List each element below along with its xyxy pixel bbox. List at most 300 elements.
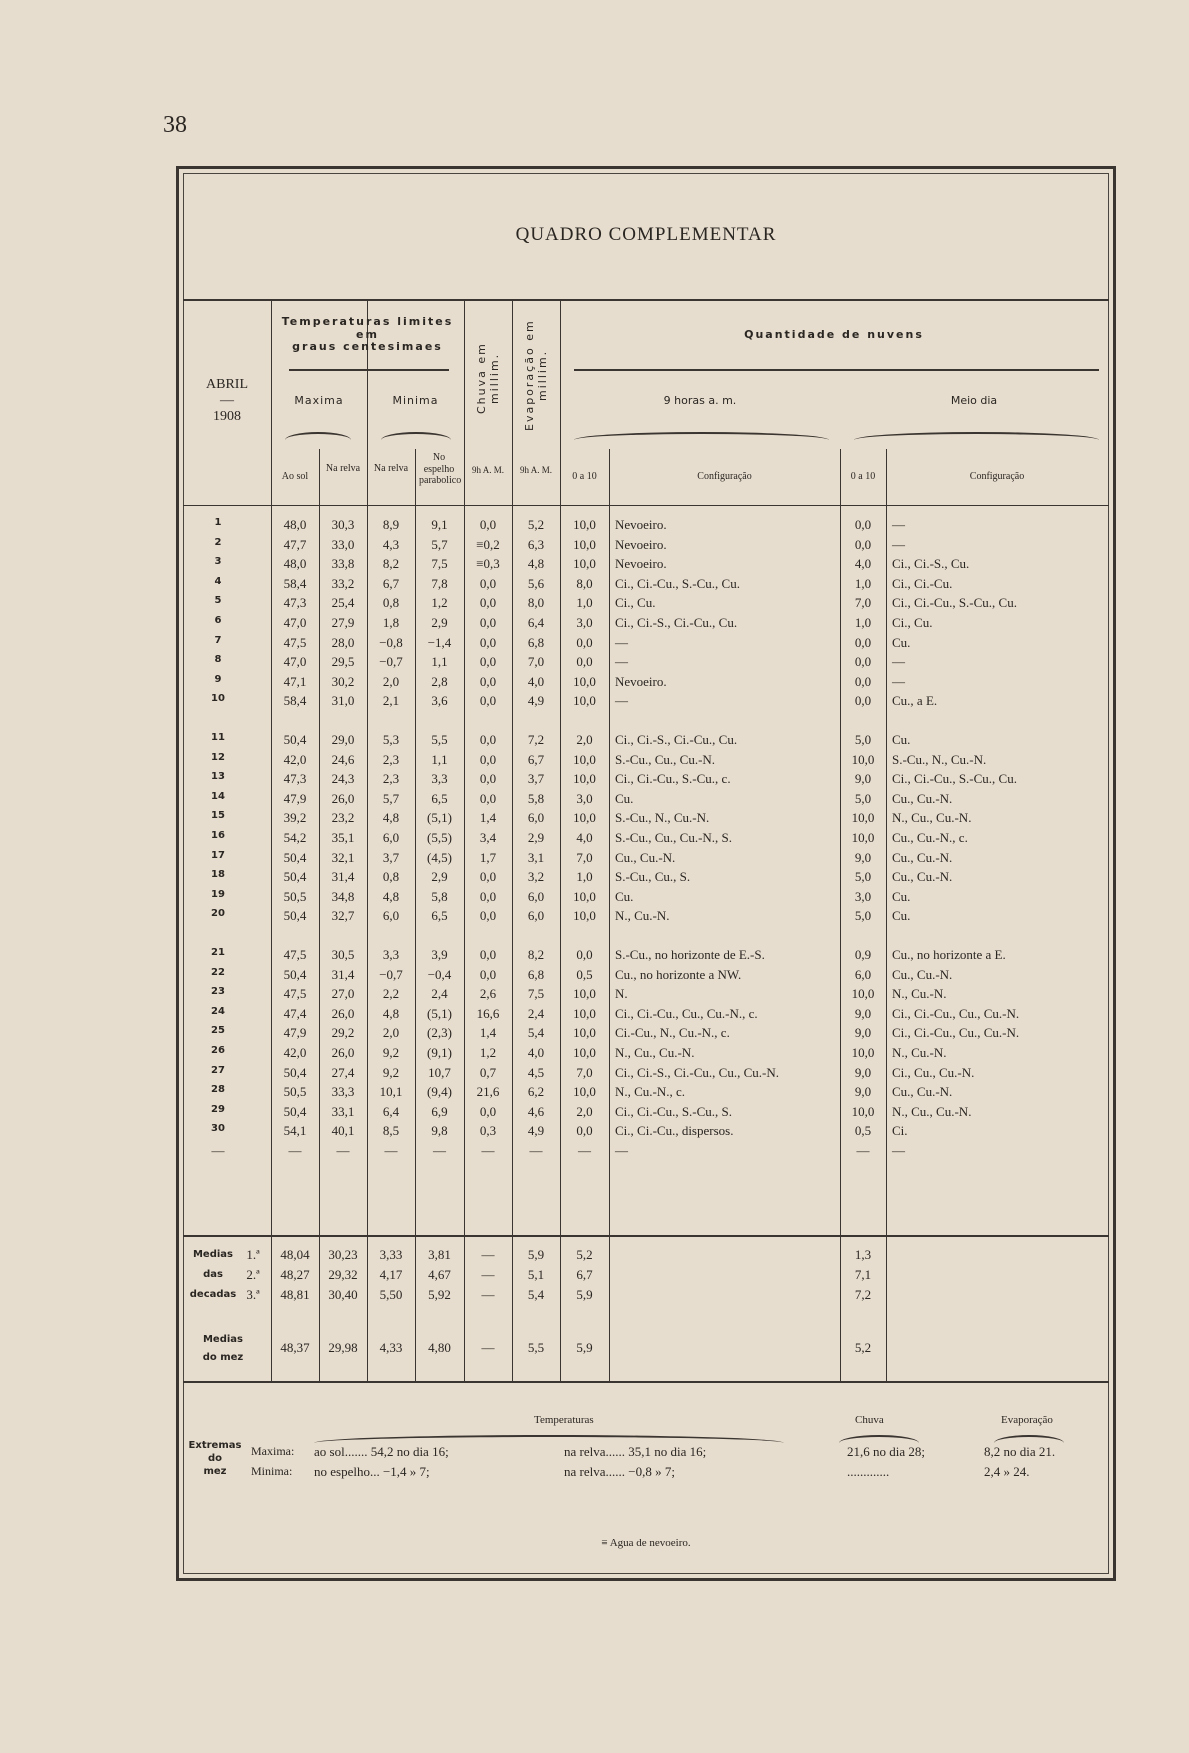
cell-na-relva-max: 24,6	[331, 751, 355, 767]
cell-day: 19	[211, 888, 225, 900]
cell-na-relva-min: 5,3	[382, 732, 400, 747]
cell-na-relva-min: −0,7	[379, 966, 403, 982]
cell-chuva: —	[481, 1267, 495, 1282]
medias-decadas-label	[183, 1245, 243, 1305]
cell-na-relva-max: 27,4	[331, 1064, 355, 1080]
cell-nuvens-meio-dia: 9,0	[854, 849, 872, 865]
cell-nuvens-meio-dia: 5,0	[854, 908, 872, 924]
cell-nuvens-9h: 10,0	[573, 556, 596, 572]
maxima-header: Maxima	[294, 394, 344, 407]
extremas-temperaturas-header: Temperaturas	[534, 1414, 594, 1426]
cell-nuvens-9h: 5,2	[576, 1247, 593, 1262]
cell-ao-sol: 47,0	[283, 615, 307, 630]
cell-chuva: 0,0	[479, 966, 497, 982]
cell-config-meio-dia: —	[892, 654, 905, 670]
cell-ao-sol: 47,0	[283, 654, 307, 670]
cell-nuvens-9h: 4,0	[576, 830, 593, 845]
cell-config-meio-dia: N., Cu., Cu.-N.	[892, 1103, 972, 1119]
dash-cell: —	[384, 1143, 398, 1158]
cell-ao-sol: 47,4	[283, 1005, 307, 1021]
evaporacao-header: Evaporação em millim.	[523, 319, 549, 431]
cell-na-relva-max: 27,0	[331, 986, 355, 1002]
cell-evaporacao: 8,0	[527, 595, 545, 611]
cell-config-meio-dia: —	[892, 673, 905, 689]
cell-nuvens-meio-dia: 10,0	[851, 830, 875, 845]
cell-nuvens-meio-dia: 9,0	[854, 1005, 872, 1021]
cell-na-relva-max: 34,8	[331, 888, 355, 904]
cell-config-meio-dia: Cu.	[892, 888, 911, 904]
cell-ao-sol: 47,5	[283, 947, 307, 962]
dash-cell: —	[211, 1143, 225, 1158]
cell-chuva: —	[481, 1287, 495, 1302]
cell-nuvens-9h: 2,0	[576, 732, 593, 747]
month-label: ABRIL	[206, 377, 248, 392]
cell-config-9h: Nevoeiro.	[615, 556, 667, 572]
cell-evaporacao: 4,8	[527, 556, 545, 572]
cell-evaporacao: 6,3	[527, 536, 545, 552]
cell-evaporacao: 3,2	[527, 869, 545, 885]
extremas-min-chuva: .............	[847, 1464, 890, 1479]
cell-config-9h: N., Cu.-N.	[615, 908, 670, 924]
cell-chuva: 2,6	[479, 986, 497, 1002]
cell-day: 27	[211, 1064, 225, 1076]
cell-nuvens-9h: 10,0	[573, 751, 596, 767]
medias-mez-label-1: Medias	[202, 1334, 244, 1345]
cell-evaporacao: 4,0	[527, 1045, 545, 1060]
cell-na-relva-max: 31,4	[331, 966, 355, 982]
cell-evaporacao: 6,0	[527, 810, 545, 826]
cell-nuvens-meio-dia: 10,0	[851, 1045, 875, 1060]
cell-config-9h: Ci., Ci.-Cu., S.-Cu., Cu.	[615, 575, 740, 591]
cell-evaporacao: 6,8	[527, 966, 545, 982]
cell-day: 8	[214, 654, 222, 666]
cell-no-espelho: 5,7	[431, 536, 448, 552]
cell-day: 14	[211, 790, 225, 802]
extremas-max-evap: 8,2 no dia 21.	[984, 1444, 1056, 1459]
cell-config-9h: Ci., Ci.-S., Ci.-Cu., Cu.	[615, 615, 738, 630]
cell-na-relva-min: 2,3	[382, 771, 400, 787]
cell-config-meio-dia: N., Cu., Cu.-N.	[892, 810, 972, 826]
cell-decada: 1.ª	[246, 1247, 260, 1262]
cell-nuvens-meio-dia: 10,0	[851, 810, 875, 826]
cell-nuvens-meio-dia: 6,0	[854, 966, 872, 982]
cell-config-9h: Cu., Cu.-N.	[615, 849, 676, 865]
col-rule	[886, 449, 887, 1381]
cell-config-9h: S.-Cu., Cu., S.	[615, 869, 691, 885]
dash-cell: —	[288, 1143, 302, 1158]
cell-day: 30	[211, 1123, 225, 1135]
cell-day: 6	[214, 615, 222, 626]
extremas-minima-label: Minima:	[251, 1464, 293, 1478]
extremas-label	[183, 1439, 247, 1478]
cell-nuvens-9h: 10,0	[573, 517, 596, 532]
cell-config-meio-dia: Ci., Cu., Cu.-N.	[892, 1064, 975, 1080]
cell-chuva: 0,3	[479, 1123, 497, 1139]
cell-nuvens-9h: 10,0	[573, 771, 596, 787]
cell-nuvens-9h: 5,9	[576, 1340, 593, 1355]
cell-na-relva-min: 2,0	[382, 1025, 400, 1041]
cell-no-espelho: 2,8	[431, 673, 448, 689]
cell-no-espelho: 5,8	[431, 888, 448, 904]
cell-nuvens-meio-dia: 3,0	[854, 888, 872, 904]
cell-config-meio-dia: Cu., Cu.-N.	[892, 790, 953, 806]
cell-chuva: 0,0	[479, 673, 497, 689]
sub-config-a: Configuração	[697, 471, 752, 482]
cell-chuva: 21,6	[476, 1084, 500, 1100]
cell-evaporacao: 2,9	[527, 830, 545, 845]
chuva-header: Chuva em millim.	[475, 342, 501, 414]
cell-evaporacao: 5,2	[527, 517, 545, 532]
cell-nuvens-meio-dia: 0,0	[854, 517, 872, 532]
cell-config-9h: Cu.	[615, 790, 634, 806]
cell-na-relva-max: 30,5	[331, 947, 355, 962]
cell-na-relva-max: 31,0	[331, 693, 355, 709]
cell-chuva: ≡0,3	[476, 556, 500, 572]
cell-ao-sol: 47,1	[283, 673, 307, 689]
month-dash: —	[220, 393, 234, 409]
cell-na-relva-min: 6,0	[382, 908, 400, 924]
cell-config-9h: S.-Cu., Cu., Cu.-N., S.	[615, 830, 733, 845]
cell-config-9h: Ci.-Cu., N., Cu.-N., c.	[615, 1025, 730, 1041]
cell-nuvens-9h: 10,0	[573, 693, 596, 709]
cell-config-meio-dia: Cu.	[892, 634, 911, 650]
cell-chuva: 0,0	[479, 595, 497, 611]
cell-config-meio-dia: Cu.	[892, 908, 911, 924]
cell-config-meio-dia: Cu., Cu.-N.	[892, 849, 953, 865]
cell-nuvens-meio-dia: 7,2	[854, 1287, 872, 1302]
cell-nuvens-9h: 0,0	[576, 1123, 593, 1139]
cell-evaporacao: 2,4	[527, 1005, 545, 1021]
cell-na-relva-max: 30,3	[331, 517, 355, 532]
cell-nuvens-9h: 7,0	[576, 1064, 593, 1080]
cell-nuvens-meio-dia: 5,0	[854, 869, 872, 885]
dash-cell: —	[856, 1143, 870, 1158]
cell-no-espelho: 5,5	[431, 732, 448, 747]
cell-evaporacao: 6,0	[527, 908, 545, 924]
cell-no-espelho: −1,4	[427, 634, 452, 650]
cell-evaporacao: 4,0	[527, 673, 545, 689]
cell-na-relva-max: 29,98	[328, 1340, 358, 1355]
cell-na-relva-min: 5,50	[379, 1287, 403, 1302]
cell-ao-sol: 47,9	[283, 790, 307, 806]
cell-evaporacao: 6,2	[527, 1084, 545, 1100]
cell-chuva: 0,0	[479, 947, 497, 962]
extremas-label-2: do	[207, 1453, 223, 1464]
cell-no-espelho: 5,92	[428, 1287, 451, 1302]
page-number: 38	[163, 112, 187, 138]
cell-na-relva-min: 9,2	[382, 1064, 400, 1080]
cell-config-meio-dia: Cu., a E.	[892, 693, 938, 709]
cell-evaporacao: 4,9	[527, 1123, 545, 1139]
cell-na-relva-max: 33,1	[331, 1103, 355, 1119]
cell-evaporacao: 5,8	[527, 790, 545, 806]
cell-evaporacao: 5,1	[527, 1267, 545, 1282]
table-frame	[176, 166, 1116, 1581]
cell-ao-sol: 50,4	[283, 1064, 307, 1080]
cell-config-9h: Nevoeiro.	[615, 536, 667, 552]
cell-nuvens-9h: 3,0	[576, 790, 593, 806]
cell-config-meio-dia: Cu., Cu.-N.	[892, 869, 953, 885]
cell-no-espelho: 9,8	[431, 1123, 448, 1139]
cell-chuva: 0,0	[479, 654, 497, 670]
cell-day: 12	[211, 751, 225, 763]
cell-day: 22	[211, 966, 225, 978]
cell-evaporacao: 4,5	[527, 1064, 545, 1080]
cell-ao-sol: 50,4	[283, 908, 307, 924]
cell-no-espelho: 1,1	[431, 654, 448, 670]
cell-no-espelho: 1,1	[431, 751, 448, 767]
cell-config-9h: N., Cu.-N., c.	[615, 1084, 686, 1100]
cell-chuva: 0,0	[479, 888, 497, 904]
cell-nuvens-9h: 1,0	[576, 595, 593, 611]
medias-mez-label-2: do mez	[202, 1352, 244, 1363]
cell-config-meio-dia: Ci., Ci.-Cu., S.-Cu., Cu.	[892, 595, 1017, 611]
cell-nuvens-meio-dia: 1,3	[854, 1247, 872, 1262]
cell-nuvens-meio-dia: 0,0	[854, 634, 872, 650]
temp-group-line3: graus centesimaes	[292, 340, 443, 354]
cell-nuvens-meio-dia: 9,0	[854, 771, 872, 787]
cell-na-relva-min: 0,8	[382, 869, 400, 885]
extremas-min-temp1: no espelho... −1,4 » 7;	[314, 1464, 430, 1479]
cell-day: 2	[214, 536, 222, 548]
cell-nuvens-meio-dia: 10,0	[851, 1103, 875, 1119]
cell-config-meio-dia: N., Cu.-N.	[892, 986, 947, 1002]
cell-no-espelho: −0,4	[427, 966, 452, 982]
nuvens-header: Quantidade de nuvens	[744, 328, 924, 341]
cell-day: 18	[211, 869, 225, 881]
cell-config-9h: Cu., no horizonte a NW.	[615, 966, 742, 982]
cell-nuvens-9h: 0,5	[576, 966, 593, 982]
cell-config-9h: Nevoeiro.	[615, 517, 667, 532]
cell-na-relva-min: 6,7	[382, 575, 400, 591]
cell-na-relva-min: 1,8	[382, 615, 400, 630]
nuvens-divider	[574, 369, 1099, 371]
cell-nuvens-meio-dia: 9,0	[854, 1064, 872, 1080]
cell-evaporacao: 8,2	[527, 947, 545, 962]
cell-day: 24	[211, 1005, 225, 1017]
cell-config-9h: Ci., Ci.-S., Ci.-Cu., Cu.	[615, 732, 738, 747]
cell-nuvens-meio-dia: 0,9	[854, 947, 872, 962]
cell-chuva: 1,7	[479, 849, 497, 865]
cell-na-relva-min: 4,8	[382, 888, 400, 904]
cell-na-relva-min: 10,1	[379, 1084, 403, 1100]
cell-no-espelho: 2,9	[431, 615, 448, 630]
cell-na-relva-max: 28,0	[331, 634, 355, 650]
cell-config-9h: Ci., Ci.-Cu., dispersos.	[615, 1123, 734, 1139]
cell-chuva: —	[481, 1340, 495, 1355]
cell-config-9h: Ci., Ci.-Cu., S.-Cu., c.	[615, 771, 731, 787]
cell-nuvens-9h: 10,0	[573, 1005, 596, 1021]
cell-chuva: 0,0	[479, 732, 497, 747]
cell-nuvens-9h: 6,7	[576, 1267, 593, 1282]
cell-no-espelho: (9,4)	[427, 1084, 452, 1100]
cell-no-espelho: 2,4	[431, 986, 448, 1002]
cell-chuva: 0,0	[479, 634, 497, 650]
cell-day: 7	[214, 634, 222, 646]
cell-config-9h: Cu.	[615, 888, 634, 904]
cell-na-relva-max: 23,2	[331, 810, 355, 826]
dash-cell: —	[578, 1143, 591, 1158]
sub-chuva-9h: 9h A. M.	[471, 465, 504, 475]
cell-na-relva-min: 8,2	[382, 556, 400, 572]
sub-no-espelho: No espelho parabolico	[419, 452, 462, 486]
extremas-maxima-label: Maxima:	[251, 1444, 295, 1458]
sub-oa10-b: 0 a 10	[850, 471, 876, 482]
cell-nuvens-9h: 5,9	[576, 1287, 593, 1302]
cell-config-meio-dia: Ci., Ci.-Cu., Cu., Cu.-N.	[892, 1005, 1020, 1021]
cell-nuvens-9h: 10,0	[573, 536, 596, 552]
cell-nuvens-meio-dia: 0,5	[854, 1123, 872, 1139]
medias-mez-label	[183, 1331, 263, 1367]
cell-config-9h: —	[615, 654, 628, 670]
cell-evaporacao: 4,9	[527, 693, 545, 709]
dash-cell: —	[529, 1143, 543, 1158]
cell-day: 21	[211, 947, 225, 958]
cell-no-espelho: 3,9	[431, 947, 448, 962]
cell-nuvens-meio-dia: 5,0	[854, 790, 872, 806]
cell-day: 28	[211, 1084, 225, 1096]
cell-nuvens-9h: 7,0	[576, 849, 593, 865]
cell-na-relva-max: 24,3	[331, 771, 355, 787]
cell-nuvens-9h: 10,0	[573, 986, 596, 1002]
header-month	[183, 377, 271, 425]
cell-evaporacao: 5,4	[527, 1025, 545, 1041]
cell-day: 3	[214, 556, 222, 568]
sub-ao-sol: Ao sol	[281, 471, 309, 482]
col-rule	[609, 449, 610, 1381]
cell-na-relva-max: 31,4	[331, 869, 355, 885]
cell-chuva: 0,0	[479, 790, 497, 806]
cell-nuvens-9h: 2,0	[576, 1103, 593, 1119]
cell-chuva: 0,7	[479, 1064, 497, 1080]
cell-nuvens-9h: 10,0	[573, 888, 596, 904]
cell-na-relva-min: 2,0	[382, 673, 400, 689]
cell-config-9h: Ci., Ci.-Cu., S.-Cu., S.	[615, 1103, 733, 1119]
cell-chuva: ≡0,2	[476, 536, 500, 552]
cell-na-relva-max: 32,7	[331, 908, 355, 924]
cell-na-relva-max: 33,3	[331, 1084, 355, 1100]
cell-config-9h: Ci., Cu.	[615, 595, 656, 611]
cell-config-meio-dia: S.-Cu., N., Cu.-N.	[892, 751, 987, 767]
cell-nuvens-9h: 10,0	[573, 810, 596, 826]
cell-config-meio-dia: Ci., Ci.-Cu., Cu., Cu.-N.	[892, 1025, 1020, 1041]
cell-ao-sol: 50,5	[283, 888, 307, 904]
cell-chuva: 0,0	[479, 693, 497, 709]
cell-evaporacao: 6,0	[527, 888, 545, 904]
temp-group-header	[271, 316, 464, 354]
cell-ao-sol: 54,1	[283, 1123, 307, 1139]
cell-na-relva-max: 35,1	[331, 830, 355, 845]
extremas-label-1: Extremas	[188, 1440, 242, 1451]
cell-evaporacao: 5,4	[527, 1287, 545, 1302]
year-label: 1908	[213, 409, 241, 425]
cell-ao-sol: 42,0	[283, 1045, 307, 1060]
cell-nuvens-meio-dia: 0,0	[854, 673, 872, 689]
cell-config-9h: S.-Cu., N., Cu.-N.	[615, 810, 710, 826]
sub-na-relva-min: Na relva	[373, 463, 409, 474]
cell-config-9h: Ci., Ci.-S., Ci.-Cu., Cu., Cu.-N.	[615, 1064, 779, 1080]
cell-na-relva-min: −0,8	[379, 634, 403, 650]
cell-no-espelho: 7,5	[431, 556, 448, 572]
cell-no-espelho: 6,9	[431, 1103, 448, 1119]
cell-na-relva-max: 29,0	[331, 732, 355, 747]
extremas-label-3: mez	[203, 1466, 227, 1477]
cell-config-meio-dia: Cu., Cu.-N.	[892, 966, 953, 982]
cell-chuva: 0,0	[479, 615, 497, 630]
cell-na-relva-max: 30,2	[331, 673, 355, 689]
cell-chuva: 1,4	[479, 810, 497, 826]
cell-na-relva-min: 3,3	[382, 947, 400, 962]
header-bottom-rule	[183, 505, 1109, 506]
cell-nuvens-meio-dia: 1,0	[854, 615, 872, 630]
cell-config-meio-dia: Cu., no horizonte a E.	[892, 947, 1006, 962]
cell-no-espelho: (9,1)	[427, 1045, 452, 1060]
cell-ao-sol: 47,3	[283, 771, 307, 787]
cell-nuvens-9h: 10,0	[573, 1045, 596, 1060]
cell-chuva: 0,0	[479, 1103, 497, 1119]
cell-nuvens-meio-dia: 7,0	[854, 595, 872, 611]
cell-na-relva-min: 0,8	[382, 595, 400, 611]
cell-evaporacao: 6,8	[527, 634, 545, 650]
sub-na-relva-max: Na relva	[325, 463, 361, 474]
cell-ao-sol: 50,5	[283, 1084, 307, 1100]
cell-na-relva-min: 8,5	[382, 1123, 400, 1139]
cell-ao-sol: 48,81	[280, 1287, 310, 1302]
cell-ao-sol: 47,5	[283, 986, 307, 1002]
cell-config-9h: S.-Cu., no horizonte de E.-S.	[615, 947, 765, 962]
medias-label-2: das	[203, 1269, 223, 1280]
cell-evaporacao: 4,6	[527, 1103, 545, 1119]
cell-ao-sol: 50,4	[283, 966, 307, 982]
cell-ao-sol: 48,37	[280, 1340, 310, 1355]
temp-group-line1: Temperaturas limites	[281, 315, 454, 328]
cell-na-relva-max: 29,5	[331, 654, 355, 670]
cell-na-relva-max: 29,32	[328, 1267, 358, 1282]
cell-chuva: —	[481, 1247, 495, 1262]
cell-config-meio-dia: Cu., Cu.-N., c.	[892, 830, 968, 845]
cell-ao-sol: 48,0	[283, 556, 307, 572]
sub-evap-9h: 9h A. M.	[519, 465, 552, 475]
header-top-rule	[183, 299, 1109, 301]
cell-no-espelho: 10,7	[428, 1064, 451, 1080]
cell-ao-sol: 48,27	[280, 1267, 310, 1282]
minima-header: Minima	[392, 394, 439, 407]
cell-nuvens-9h: 3,0	[576, 615, 593, 630]
extremas-min-temp2: na relva...... −0,8 » 7;	[564, 1464, 675, 1479]
dash-cell: —	[481, 1143, 495, 1158]
cell-day: 23	[211, 986, 225, 998]
cell-config-9h: Nevoeiro.	[615, 673, 667, 689]
cell-evaporacao: 3,1	[527, 849, 545, 865]
cell-ao-sol: 47,9	[283, 1025, 307, 1041]
cell-chuva: 0,0	[479, 751, 497, 767]
cell-nuvens-meio-dia: 0,0	[854, 536, 872, 552]
cell-na-relva-min: 6,4	[382, 1103, 400, 1119]
cell-ao-sol: 39,2	[283, 810, 307, 826]
cell-ao-sol: 47,5	[283, 634, 307, 650]
table-title: QUADRO COMPLEMENTAR	[515, 224, 777, 245]
cell-evaporacao: 6,4	[527, 615, 545, 630]
cell-no-espelho: 3,81	[428, 1247, 451, 1262]
cell-evaporacao: 7,2	[527, 732, 545, 747]
cell-na-relva-min: 2,3	[382, 751, 400, 767]
cell-na-relva-min: 2,1	[382, 693, 400, 709]
cell-no-espelho: 3,6	[431, 693, 448, 709]
cell-day: 1	[214, 517, 222, 528]
cell-no-espelho: 1,2	[431, 595, 448, 611]
cell-config-9h: S.-Cu., Cu., Cu.-N.	[615, 751, 716, 767]
cell-chuva: 3,4	[479, 830, 497, 845]
